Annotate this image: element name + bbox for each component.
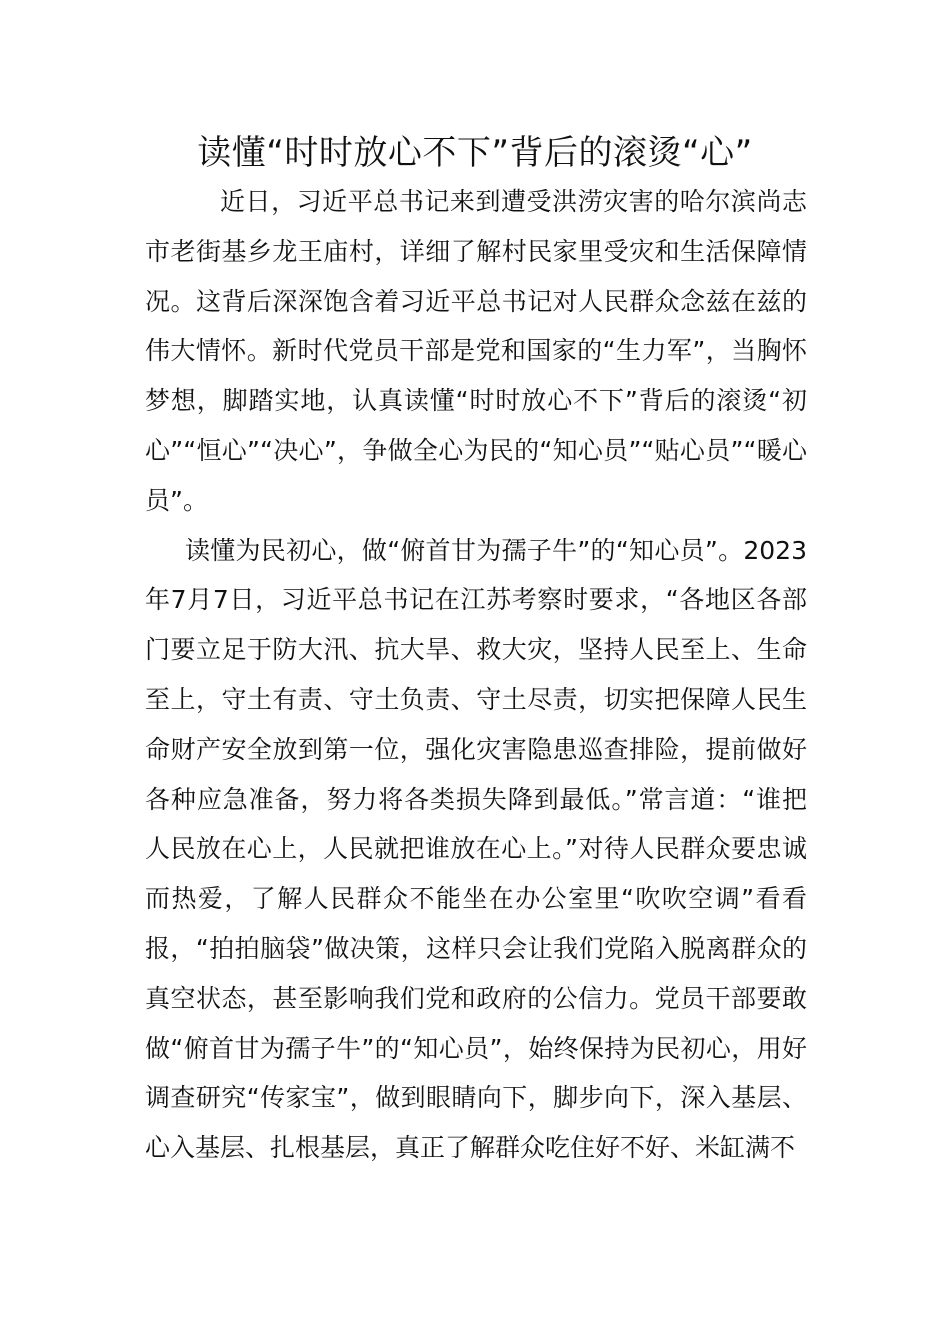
document-title: 读懂“时时放心不下”背后的滚烫“心” xyxy=(197,133,753,173)
paragraph-intro: 近日，习近平总书记来到遭受洪涝灾害的哈尔滨尚志市老街基乡龙王庙村，详细了解村民家里受灾和生活保障情况。这背后深深饱含着习近平总书记对人民群众念兹在兹的伟大情怀。新时代党员干部是党和国家的“生力军”，当胸怀梦想，脚踏实地，认真读懂“时时放心不下”背后的滚烫“初心”“恒心”“决心”，争做全心为民的“知心员”“贴心员”“暖心员”。 xyxy=(145,187,807,515)
document-body xyxy=(145,177,807,1173)
paragraph-first-point: 读懂为民初心，做“俯首甘为孺子牛”的“知心员”。2023年7月7日，习近平总书记在江苏考察时要求，“各地区各部门要立足于防大汛、抗大旱、救大灾，坚持人民至上、生命至上，守土有责、守土负责、守土尽责，切实把保障人民生命财产安全放到第一位，强化灾害隐患巡查排险，提前做好各种应急准备，努力将各类损失降到最低。”常言道：“谁把人民放在心上，人民就把谁放在心上。”对待人民群众要忠诚而热爱，了解人民群众不能坐在办公室里“吹吹空调”看看报，“拍拍脑袋”做决策，这样只会让我们党陷入脱离群众的真空状态，甚至影响我们党和政府的公信力。党员干部要敢做“俯首甘为孺子牛”的“知心员”，始终保持为民初心，用好调查研究“传家宝”，做到眼睛向下，脚步向下，深入基层、心入基层、扎根基层，真正了解群众吃住好不好、米缸满不 xyxy=(145,535,807,1163)
